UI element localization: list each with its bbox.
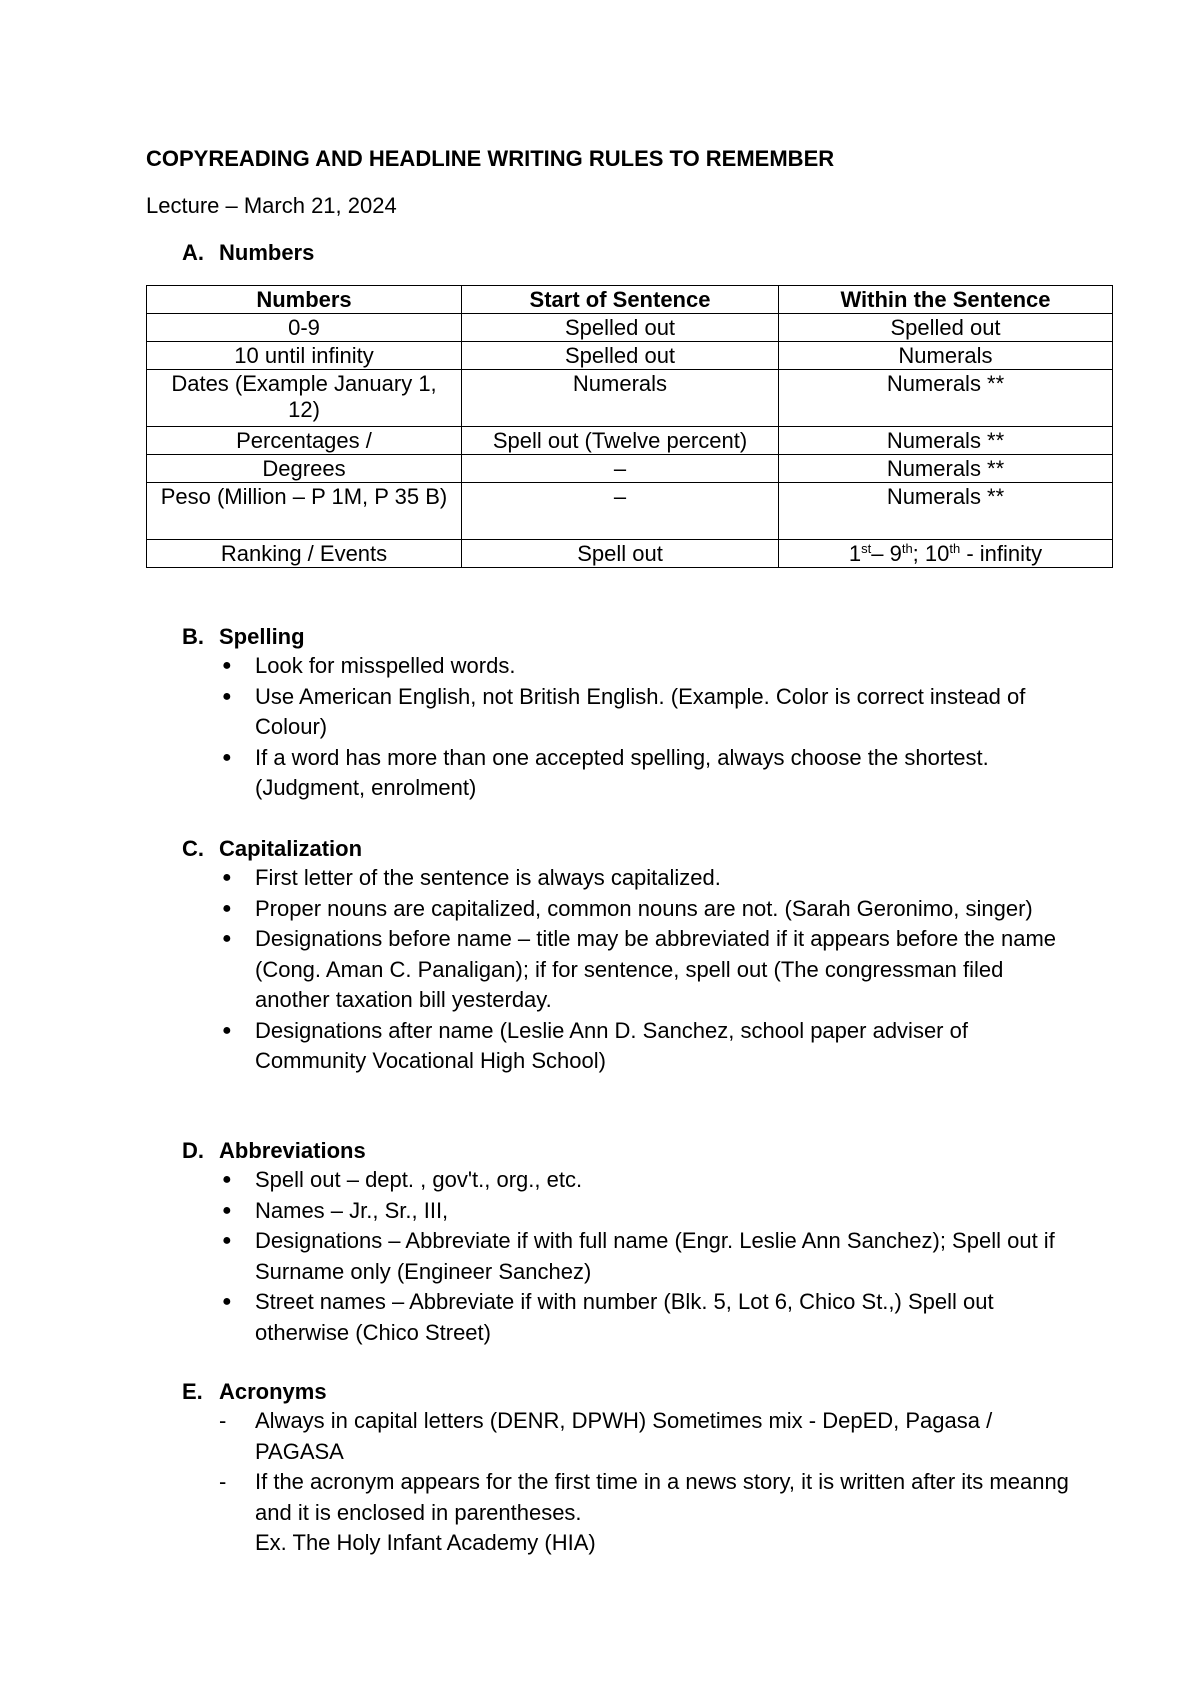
table-cell: 10 until infinity xyxy=(147,342,462,370)
bullet-icon: ● xyxy=(222,1201,232,1219)
table-header-cell: Start of Sentence xyxy=(462,286,779,314)
list-item xyxy=(222,1287,1075,1348)
ranking-suffix: st xyxy=(861,541,872,556)
table-row xyxy=(147,427,1113,455)
ranking-text: 1 xyxy=(848,541,862,566)
table-cell: Numerals ** xyxy=(779,370,1113,427)
list-item xyxy=(222,743,1075,804)
bullet-icon: ● xyxy=(222,1232,232,1249)
table-row xyxy=(147,370,1113,427)
section-heading-numbers xyxy=(182,240,314,266)
table-header-row xyxy=(147,286,1113,314)
table-row xyxy=(147,483,1113,540)
table-cell: Ranking / Events xyxy=(147,540,462,568)
numbers-table xyxy=(146,285,1113,568)
table-header-cell: Within the Sentence xyxy=(779,286,1113,314)
section-letter: E. xyxy=(182,1379,203,1404)
section-heading-capitalization xyxy=(182,836,362,862)
table-cell: Numerals ** xyxy=(779,455,1113,483)
ranking-text: – 9 xyxy=(871,541,902,566)
list-item-text: First letter of the sentence is always capitalized. xyxy=(255,865,721,890)
list-item-text: If the acronym appears for the first time in a news story, it is written after its meanng and it is enclosed in parentheses. xyxy=(255,1469,1069,1525)
table-cell: Spell out xyxy=(462,540,779,568)
table-cell: Degrees xyxy=(147,455,462,483)
table-row xyxy=(147,342,1113,370)
list-item-text: Use American English, not British English. (Example. Color is correct instead of Colour) xyxy=(255,683,1026,739)
table-row xyxy=(147,314,1113,342)
section-title: Acronyms xyxy=(219,1379,327,1404)
list-item xyxy=(222,1226,1075,1287)
table-cell: Numerals xyxy=(462,370,779,427)
list-item-text: Proper nouns are capitalized, common nouns are not. (Sarah Geronimo, singer) xyxy=(255,895,1033,921)
table-cell: Numerals xyxy=(779,342,1113,370)
list-item-text: Street names – Abbreviate if with number (Blk. 5, Lot 6, Chico St.,) Spell out otherwise (Chico Street) xyxy=(255,1289,994,1345)
table-row xyxy=(147,540,1113,568)
list-item-text: Names – Jr., Sr., III, xyxy=(255,1197,449,1223)
ranking-suffix: th xyxy=(949,541,961,556)
page-title: COPYREADING AND HEADLINE WRITING RULES TO REMEMBER xyxy=(146,146,835,171)
abbreviations-list xyxy=(222,1165,1075,1348)
section-letter: C. xyxy=(182,836,204,861)
table-cell: 0-9 xyxy=(147,314,462,342)
section-title: Abbreviations xyxy=(219,1138,366,1163)
table-cell: Percentages / xyxy=(147,427,462,455)
section-title: Capitalization xyxy=(219,836,363,861)
list-item xyxy=(222,863,1075,894)
bullet-icon: ● xyxy=(222,899,232,917)
bullet-icon: ● xyxy=(222,869,232,886)
spelling-list xyxy=(222,651,1075,804)
dash-icon: - xyxy=(219,1469,227,1494)
section-title: Numbers xyxy=(219,240,315,265)
bullet-icon: ● xyxy=(222,1021,232,1039)
list-item xyxy=(222,651,1075,682)
table-cell: Spelled out xyxy=(779,314,1113,342)
list-item-text: Always in capital letters (DENR, DPWH) Sometimes mix - DepED, Pagasa / PAGASA xyxy=(255,1408,993,1464)
ranking-suffix: th xyxy=(901,541,913,556)
bullet-icon: ● xyxy=(222,748,232,766)
list-item xyxy=(219,1406,1075,1467)
table-row xyxy=(147,455,1113,483)
section-heading-acronyms xyxy=(182,1379,327,1405)
bullet-icon: ● xyxy=(222,1171,232,1188)
list-item-text: If a word has more than one accepted spelling, always choose the shortest. (Judgment, enrolment) xyxy=(255,744,989,800)
dash-icon: - xyxy=(219,1408,227,1433)
lecture-date: Lecture – March 21, 2024 xyxy=(146,193,397,218)
list-item xyxy=(219,1467,1075,1559)
table-cell: Spelled out xyxy=(462,342,779,370)
table-cell: Numerals ** xyxy=(779,427,1113,455)
table-cell-ranking xyxy=(779,540,1113,568)
bullet-icon: ● xyxy=(222,657,232,674)
bullet-icon: ● xyxy=(222,930,232,947)
list-item-text: Look for misspelled words. xyxy=(255,653,516,678)
section-heading-spelling xyxy=(182,624,305,650)
table-cell: Spell out (Twelve percent) xyxy=(462,427,779,455)
section-letter: B. xyxy=(182,624,204,649)
table-cell: – xyxy=(462,483,779,540)
list-item xyxy=(222,894,1075,925)
list-item xyxy=(222,1016,1075,1077)
table-cell: – xyxy=(462,455,779,483)
list-item xyxy=(222,924,1075,1016)
bullet-icon: ● xyxy=(222,687,232,705)
ranking-text: ; 10 xyxy=(912,541,950,566)
bullet-icon: ● xyxy=(222,1293,232,1310)
list-item-text: Designations after name (Leslie Ann D. Sanchez, school paper adviser of Community Vocational High School) xyxy=(255,1017,968,1073)
section-title: Spelling xyxy=(219,624,305,649)
list-item xyxy=(222,682,1075,743)
table-cell: Peso (Million – P 1M, P 35 B) xyxy=(147,483,462,540)
table-cell: Spelled out xyxy=(462,314,779,342)
list-item-text: Designations – Abbreviate if with full name (Engr. Leslie Ann Sanchez); Spell out if Surname only (Engineer Sanchez) xyxy=(255,1228,1055,1284)
section-letter: A. xyxy=(182,240,204,265)
acronyms-list xyxy=(219,1406,1075,1559)
section-heading-abbreviations xyxy=(182,1138,366,1164)
table-cell: Numerals ** xyxy=(779,483,1113,540)
acronym-example: Ex. The Holy Infant Academy (HIA) xyxy=(255,1530,596,1555)
section-letter: D. xyxy=(182,1138,204,1163)
list-item xyxy=(222,1165,1075,1196)
ranking-text: - infinity xyxy=(960,541,1043,566)
list-item xyxy=(222,1196,1075,1227)
capitalization-list xyxy=(222,863,1075,1077)
list-item-text: Spell out – dept. , gov't., org., etc. xyxy=(255,1167,583,1192)
list-item-text: Designations before name – title may be abbreviated if it appears before the name (Cong. Aman C. Panaligan); if for sentence, spell out (The congressman filed another taxation bill yesterday. xyxy=(255,926,1057,1012)
table-cell: Dates (Example January 1, 12) xyxy=(147,370,462,427)
table-header-cell: Numbers xyxy=(147,286,462,314)
